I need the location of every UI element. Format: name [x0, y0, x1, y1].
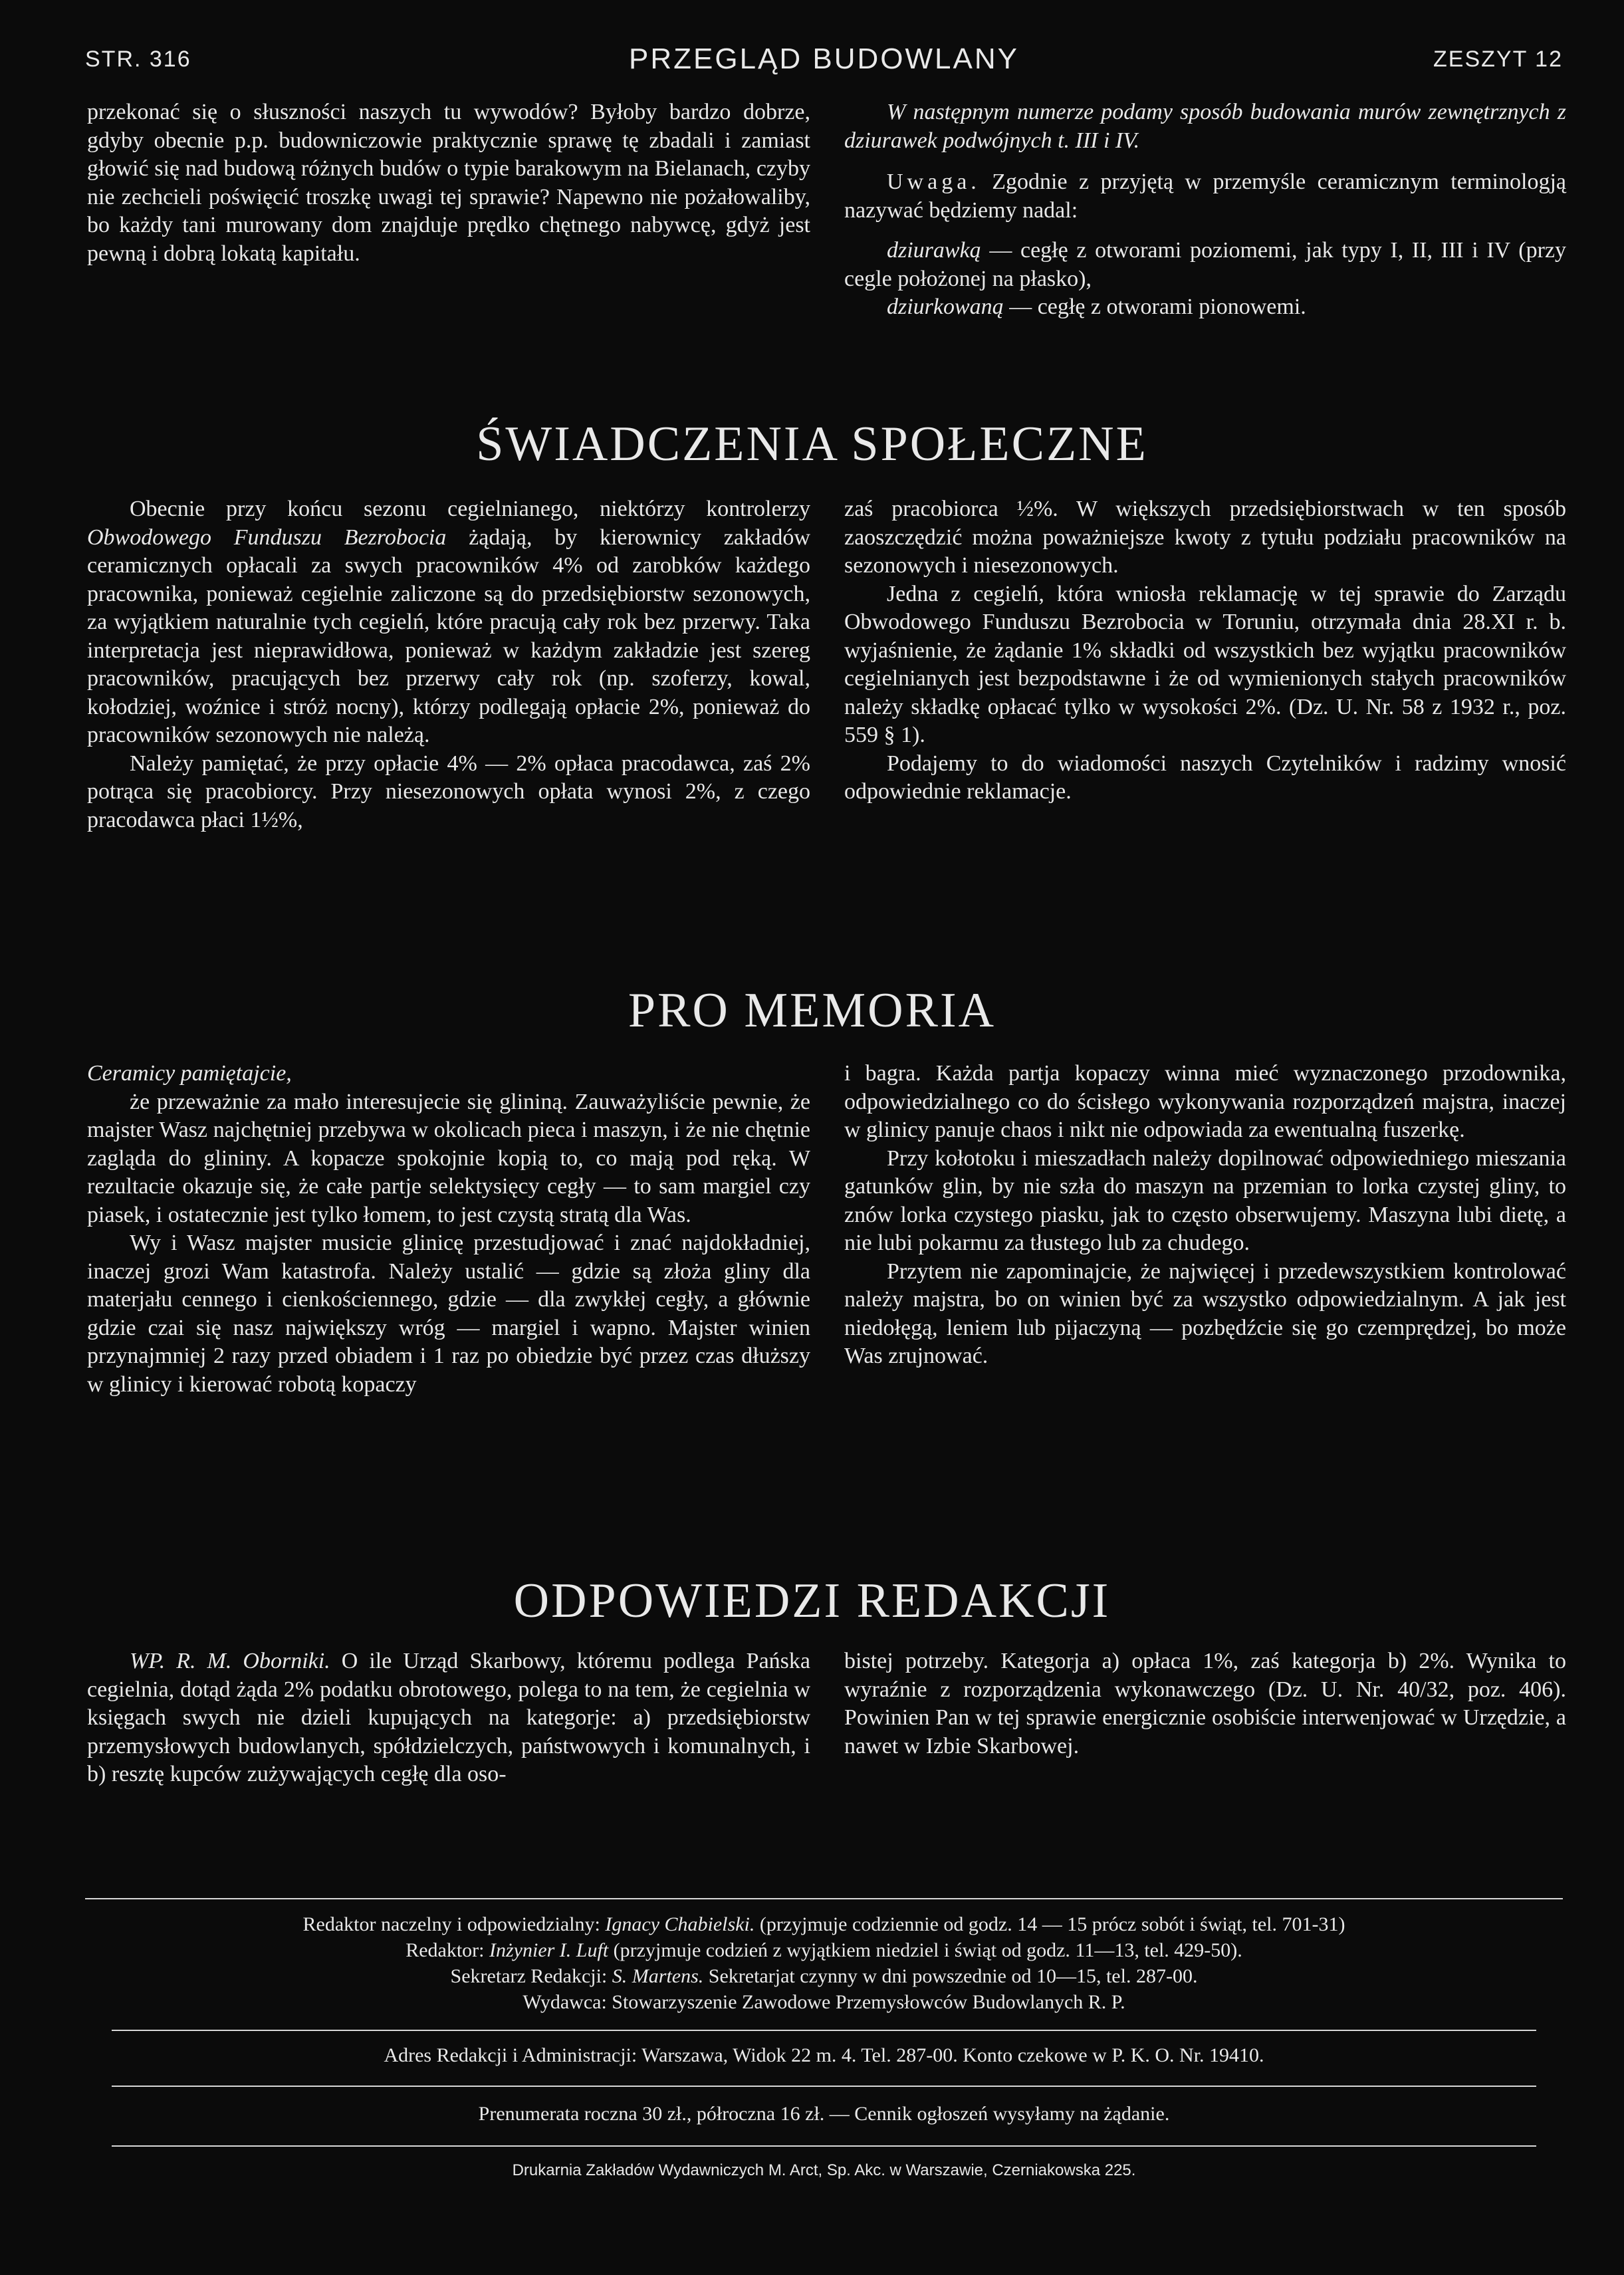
salutation: Ceramicy pamiętajcie,: [87, 1061, 292, 1086]
section3-right-column: [844, 1647, 1566, 1760]
text-span: Obecnie przy końcu sezonu cegielnianego, niektórzy kontrolerzy: [130, 497, 810, 521]
page-header: [85, 43, 1563, 82]
section1-paragraph: Należy pamiętać, że przy opłacie 4% — 2% opłaca pracodawca, zaś 2% potrąca się pracobiorcy. Przy niesezonowych opłata wynosi 2%, z czego pracodawca płaci 1½%,: [87, 751, 810, 832]
section1-right-column: [844, 495, 1566, 806]
footer-line: Wydawca: Stowarzyszenie Zawodowe Przemysłowców Budowlanych R. P.: [522, 1991, 1125, 2013]
footer-rule: [112, 2030, 1536, 2031]
journal-title: PRZEGLĄD BUDOWLANY: [629, 43, 1019, 75]
footer-line: [85, 1911, 1563, 1937]
section-title-pro-memoria: PRO MEMORIA: [628, 983, 996, 1038]
uwaga-label: Uwaga.: [887, 170, 981, 194]
text-span: Sekretarz Redakcji:: [450, 1965, 612, 1987]
text-span: Redaktor:: [406, 1939, 489, 1961]
intro-paragraph: przekonać się o słuszności naszych tu wywodów? Byłoby bardzo dobrze, gdyby obecnie p.p. budowniczowie praktycznie sprawę tę zbadali i zamiast głowić się nad budową różnych budów o typie barakowym na Bielanach, czyby nie zechcieli poświęcić troszkę uwagi tej sprawie? Napewno nie pożałowaliby, bo każdy tani murowany dom znajduje prędko chętnego nabywcę, gdyż jest pewną i dobrą lokatą kapitału.: [87, 100, 810, 266]
section1-paragraph: Podajemy to do wiadomości naszych Czytelników i radzimy wnosić odpowiednie reklamacje.: [844, 751, 1566, 804]
section3-paragraph: bistej potrzeby. Kategorja a) opłaca 1%, zaś kategorja b) 2%. Wynika to wyraźnie z rozporządzenia wykonawczego (Dz. U. Nr. 40/32, poz. 406). Powinien Pan w tej sprawie energicznie osobiście interwenjować w Urzędzie, a nawet w Izbie Skarbowej.: [844, 1649, 1566, 1758]
page-number: STR. 316: [85, 47, 191, 72]
text-span: (przyjmuje codziennie od godz. 14 — 15 prócz sobót i świąt, tel. 701-31): [754, 1913, 1345, 1935]
section1-paragraph: zaś pracobiorca ½%. W większych przedsiębiorstwach w ten sposób zaoszczędzić można poważniejsze kwoty z tytułu podziału pracowników na sezonowych i niesezonowych.: [844, 497, 1566, 578]
footer-line: [85, 1963, 1563, 1989]
text-span: Redaktor naczelny i odpowiedzialny:: [302, 1913, 606, 1935]
definition-term: dziurkowaną: [887, 295, 1004, 319]
section2-right-column: [844, 1060, 1566, 1371]
address-line: Adres Redakcji i Administracji: Warszawa, Widok 22 m. 4. Tel. 287-00. Konto czekowe w P. K. O. Nr. 19410.: [384, 2044, 1264, 2066]
section-title-odpowiedzi: ODPOWIEDZI REDAKCJI: [513, 1574, 1111, 1628]
section1-paragraph: Jedna z cegielń, która wniosła reklamację w tej sprawie do Zarządu Obwodowego Funduszu Bezrobocia w Toruniu, otrzymała dnia 28.XI r. b. wyjaśnienie, że żądanie 1% składki od wszystkich bez wyjątku pracowników cegielnianych jest bezpodstawne i że od wymienionych stałych pracowników należy składkę opłacać tylko w wysokości 2%. (Dz. U. Nr. 58 z 1932 r., poz. 559 § 1).: [844, 581, 1566, 747]
uwaga-text: Zgodnie z przyjętą w przemyśle ceramicznym terminologją nazywać będziemy nadal:: [844, 170, 1566, 223]
person-name: S. Martens.: [612, 1965, 704, 1987]
definition-dziurkowana: [844, 293, 1566, 322]
issue-label: ZESZYT 12: [1433, 47, 1563, 72]
person-name: Inżynier I. Luft: [489, 1939, 609, 1961]
person-name: Ignacy Chabielski.: [605, 1913, 755, 1935]
subscription-line: Prenumerata roczna 30 zł., półroczna 16 zł. — Cennik ogłoszeń wysyłamy na żądanie.: [478, 2103, 1170, 2125]
intro-left-column: [87, 98, 810, 268]
footer-line: [85, 1937, 1563, 1963]
definition-term: dziurawką: [887, 238, 981, 263]
section2-paragraph: Wy i Wasz majster musicie glinicę przestudjować i znać najdokładniej, inaczej grozi Wam katastrofa. Należy ustalić — gdzie są złoża gliny dla materjału cennego i cienkościennego, gdzie — dla zwykłej cegły, a głównie gdzie czai się nasz największy wróg — margiel i wapno. Majster winien przynajmniej 2 razy przed obiadem i 1 raz po obiedzie być przez czas dłuższy w glinicy i kierować robotą kopaczy: [87, 1231, 810, 1397]
editorial-staff: [85, 1911, 1563, 2015]
section1-left-column: [87, 495, 810, 834]
addressee: WP. R. M. Oborniki.: [130, 1649, 330, 1673]
section2-left-column: [87, 1060, 810, 1399]
section2-paragraph: Przy kołotoku i mieszadłach należy dopilnować odpowiedniego mieszania gatunków glin, by nie szła do maszyn na przemian to lorka czystej gliny, to znów lorka czystego piasku, jak to często obserwujemy. Maszyna lubi dietę, a nie lubi pokarmu za tłustego lub za chudego.: [844, 1145, 1566, 1255]
section2-paragraph: Przytem nie zapominajcie, że najwięcej i przedewszystkiem kontrolować należy majstra, bo on winien być za wszystko odpowiedzialnym. A jak jest niedołęgą, leniem lub pijaczyną — pozbędźcie się go czemprędzej, bo może Was zrujnować.: [844, 1258, 1566, 1368]
uwaga-paragraph: [844, 168, 1566, 225]
footer-rule: [112, 2145, 1536, 2147]
section3-left-column: [87, 1647, 810, 1789]
intro-right-column: [844, 98, 1566, 322]
footer-rule: [112, 2086, 1536, 2087]
footer: [85, 1911, 1563, 2204]
fund-name: Obwodowego Funduszu Bezrobocia: [87, 525, 447, 550]
section3-paragraph: [87, 1647, 810, 1789]
text-span: żądają, by kierownicy zakładów ceramicznych opłacali za swych pracowników 4% od zarobków każdego pracownika, ponieważ cegielnie zaliczone są do przedsiębiorstw sezonowych, za wyjątkiem naturalnie tych cegielń, które pracują cały rok bez przerwy. Taka interpretacja jest nieprawidłowa, ponieważ w każdym zakładzie jest szereg pracowników, pracujących bez przerwy cały rok (np. szoferzy, kowal, kołodziej, woźnice i stróż nocny), którzy podlegają opłacie 2%, ponieważ do pracowników sezonowych nie należą.: [87, 525, 810, 747]
section2-paragraph: i bagra. Każda partja kopaczy winna mieć wyznaczonego przodownika, odpowiedzialnego co do ścisłego wykonywania rozporządzeń majstra, inaczej w glinicy panuje chaos i nikt nie odpowiada za ewentualną fuszerkę.: [844, 1061, 1566, 1142]
definition-dziurawka: [844, 237, 1566, 293]
printer-line: Drukarnia Zakładów Wydawniczych M. Arct, Sp. Akc. w Warszawie, Czerniakowska 225.: [512, 2161, 1136, 2179]
text-span: O ile Urząd Skarbowy, któremu podlega Pańska cegielnia, dotąd żąda 2% podatku obrotowego, polega to na tem, że cegielnia w księgach swych nie dzieli kupujących na kategorje: a) przedsiębiorstw przemysłowych budowlanych, spółdzielczych, państwowych i komunalnych, i b) resztę kupców zużywających cegłę dla oso-: [87, 1649, 810, 1786]
text-span: Sekretarjat czynny w dni powszednie od 10—15, tel. 287-00.: [703, 1965, 1198, 1987]
section1-paragraph: [87, 495, 810, 750]
next-issue-note: W następnym numerze podamy sposób budowania murów zewnętrznych z dziurawek podwójnych t. III i IV.: [844, 100, 1566, 153]
definition-text: — cegłę z otworami poziomemi, jak typy I, II, III i IV (przy cegle położonej na płasko),: [844, 238, 1566, 291]
footer-rule-top: [85, 1898, 1563, 1899]
text-span: (przyjmuje codzień z wyjątkiem niedziel i świąt od godz. 11—13, tel. 429-50).: [608, 1939, 1242, 1961]
section-title-swiadczenia: ŚWIADCZENIA SPOŁECZNE: [476, 417, 1148, 471]
section2-paragraph: że przeważnie za mało interesujecie się glininą. Zauważyliście pewnie, że majster Wasz najchętniej przebywa w okolicach pieca i maszyn, i że nie chętnie zagląda do glininy. A kopacze spokojnie kopią to, co mają pod ręką. W rezultacie okazuje się, że całe partje selektysięcy cegły — to sam margiel czy piasek, i ostatecznie jest tylko łomem, to jest czystą stratą dla Was.: [87, 1089, 810, 1227]
definition-text: — cegłę z otworami pionowemi.: [1003, 295, 1306, 319]
